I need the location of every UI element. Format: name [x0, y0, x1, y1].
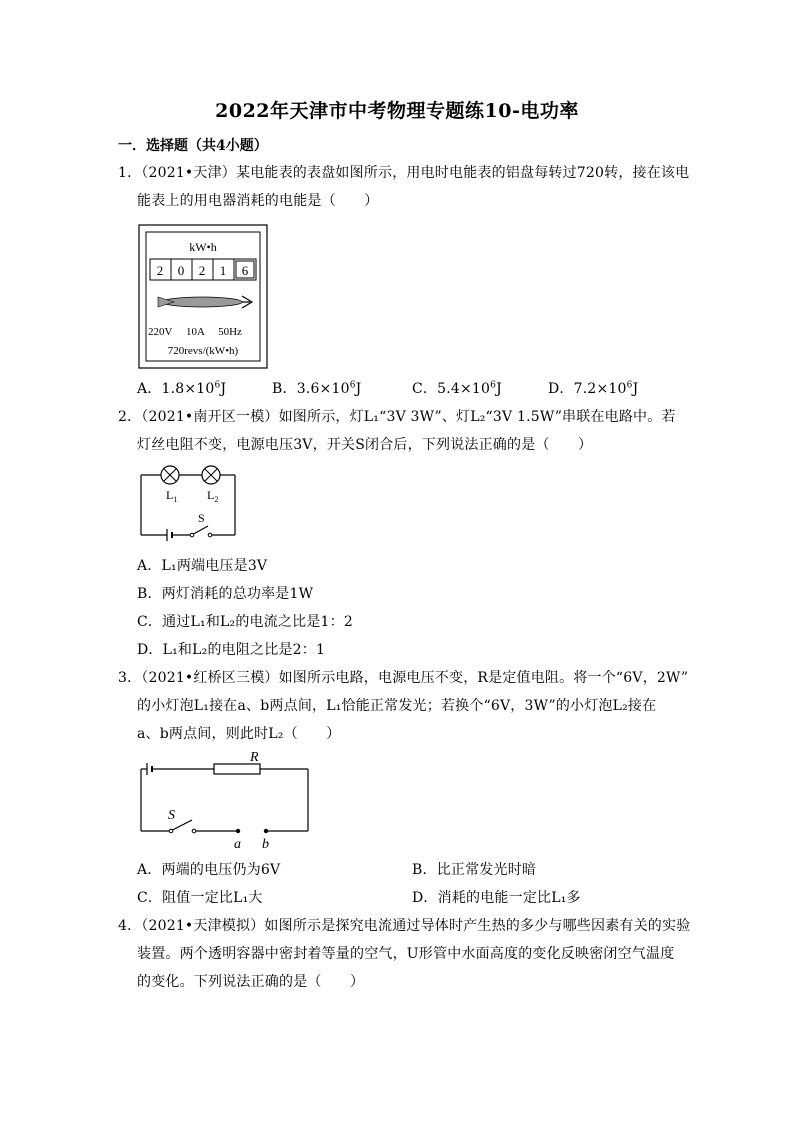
- q3-stem-line3: a、b两点间，则此时L₂（ ）: [137, 726, 341, 742]
- q4-stem-line1: 4．（2021•天津模拟）如图所示是探究电流通过导体时产生热的多少与哪些因素有关的实验: [118, 918, 691, 934]
- q1-option-d[interactable]: D．$7.2\times 10^6J$: [548, 380, 639, 397]
- q1-stem-line1: 1．（2021•天津）某电能表的表盘如图所示，用电时电能表的铝盘每转过720转，接在该电: [118, 165, 690, 181]
- battery-icon: [147, 763, 152, 775]
- q3-stem-line2: 的小灯泡L₁接在a、b两点间，L₁恰能正常发光；若换个“6V，3W”的小灯泡L₂接在: [137, 698, 657, 714]
- meter-digit: 2: [198, 263, 206, 278]
- label-a: a: [234, 837, 241, 850]
- svg-text:L2: $L_2$: [207, 488, 219, 504]
- label-s: S: [198, 511, 205, 525]
- q2-option-b[interactable]: B．两灯消耗的总功率是1W: [137, 586, 314, 602]
- lamp-l1-icon: [161, 466, 179, 484]
- label-l2: L: [207, 488, 215, 502]
- meter-digit: 0: [177, 263, 185, 278]
- q2-option-d[interactable]: D．L₁和L₂的电阻之比是2：1: [137, 642, 326, 658]
- q2-option-a[interactable]: A．L₁两端电压是3V: [137, 558, 268, 574]
- label-s: S: [168, 808, 175, 823]
- q1-option-a[interactable]: A．$1.8\times 10^6J$: [137, 380, 227, 397]
- lamp-l2-icon: [202, 466, 220, 484]
- switch-icon: [190, 526, 212, 537]
- q3-option-a[interactable]: A．两端的电压仍为6V: [137, 862, 281, 878]
- label-b: b: [262, 837, 269, 850]
- meter-digit: 1: [219, 263, 227, 278]
- terminal-a-icon: [236, 829, 240, 833]
- q1-option-b[interactable]: B．$3.6\times 10^6J$: [272, 380, 362, 397]
- q3-option-b[interactable]: B．比正常发光时暗: [412, 862, 537, 878]
- q2-option-c[interactable]: C．通过L₁和L₂的电流之比是1：2: [137, 614, 353, 630]
- label-l1: L: [166, 488, 174, 502]
- meter-spec: 220V 10A 50Hz: [148, 326, 242, 338]
- q4-stem-line3: 的变化。下列说法正确的是（ ）: [137, 974, 365, 990]
- svg-text:L1: $L_1$: [166, 488, 178, 504]
- page-title: 2022年天津市中考物理专题练10-电功率: [215, 100, 579, 122]
- q1-stem-line2: 能表上的用电器消耗的电能是（ ）: [137, 193, 379, 209]
- resistor-icon: [214, 764, 260, 774]
- meter-unit: kW•h: [189, 240, 217, 254]
- q3-option-d[interactable]: D．消耗的电能一定比L₁多: [412, 890, 581, 906]
- q2-stem-line2: 灯丝电阻不变，电源电压3V，开关S闭合后，下列说法正确的是（ ）: [137, 437, 593, 453]
- series-lamps-circuit: [138, 462, 240, 542]
- electric-meter-figure: [138, 224, 268, 369]
- meter-revs: 720revs/(kW•h): [167, 345, 239, 357]
- q4-stem-line2: 装置。两个透明容器中密封着等量的空气，U形管中水面高度的变化反映密闭空气温度: [137, 946, 675, 962]
- q3-stem-line1: 3．（2021•红桥区三模）如图所示电路，电源电压不变，R是定值电阻。将一个“6V，2W”: [118, 670, 689, 686]
- q1-option-c[interactable]: C．$5.4\times 10^6J$: [412, 380, 502, 397]
- label-r: R: [250, 750, 259, 765]
- q3-option-c[interactable]: C．阻值一定比L₁大: [137, 890, 263, 906]
- q2-stem-line1: 2．（2021•南开区一模）如图所示，灯L₁“3V 3W”、灯L₂“3V 1.5W”串联在电路中。若: [118, 409, 676, 425]
- resistor-circuit-figure: [138, 745, 313, 850]
- meter-digit: 6: [241, 263, 249, 278]
- meter-digit: 2: [156, 263, 164, 278]
- battery-icon: [167, 529, 172, 541]
- section-heading: 一．选择题（共4小题）: [118, 138, 268, 154]
